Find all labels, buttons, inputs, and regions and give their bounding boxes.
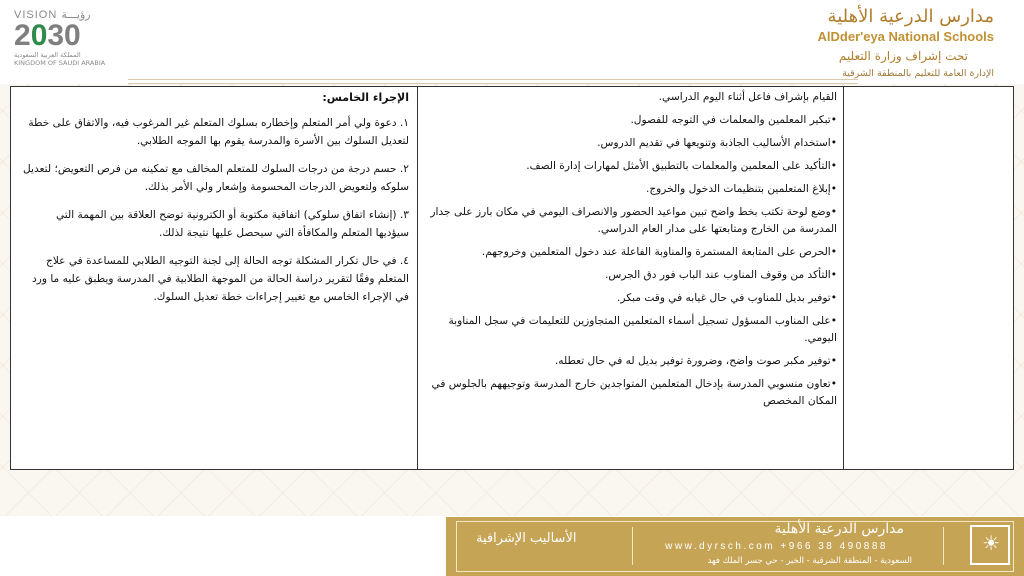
- procedure-step: ٢. حسم درجة من درجات السلوك للمتعلم المخالف مع تمكينه من فرص التعويض؛ لتعديل سلوكه ولتعويض الدرجات المحسومة وإشعار ولي الأمر بذلك.: [23, 163, 409, 193]
- footer-contact: www.dyrsch.com +966 38 490888: [665, 541, 888, 552]
- middle-item: •تبكير المعلمين والمعلمات في التوجه للفصول.: [630, 114, 837, 126]
- vision-label: VISION رؤيـــة: [14, 9, 91, 21]
- vision-subtitle-ar: المملكة العربية السعودية: [14, 51, 81, 59]
- vision-subtitle-en: KINGDOM OF SAUDI ARABIA: [14, 59, 106, 67]
- procedure-step: ٤. في حال تكرار المشكلة توجه الحالة إلى لجنة التوجيه الطلابي للمساعدة في علاج المتعلم وفقًا لتقرير دراسة الحالة من الموجهة الطلابية في المدرسة ويطبق عليه ما ورد في الإجراء الخامس مع تغيير إجراءات خطة تعديل السلوك.: [32, 255, 409, 303]
- header-divider: [128, 79, 858, 80]
- footer-separator: [943, 527, 944, 565]
- ministry-supervision: تحت إشراف وزارة التعليم: [838, 49, 968, 63]
- middle-item: •توفير مكبر صوت واضح، وضرورة توفير بديل له في حال تعطله.: [554, 355, 837, 367]
- school-name-english: AlDder'eya National Schools: [817, 29, 994, 44]
- page-header: [0, 0, 1024, 82]
- footer-section-title: الأساليب الإشرافية: [476, 531, 577, 546]
- middle-item: •توفير بديل للمناوب في حال غيابه في وقت مبكر.: [617, 292, 837, 304]
- school-logo: [954, 521, 1016, 572]
- middle-item: القيام بإشراف فاعل أثناء اليوم الدراسي.: [658, 91, 837, 103]
- procedures-table: [10, 86, 1014, 470]
- procedure-step: ١. دعوة ولي أمر المتعلم وإخطاره بسلوك المتعلم غير المرغوب فيه، والاتفاق على خطة لتعديل السلوك بين الأسرة والمدرسة يقوم بها الموجه الطلابي.: [28, 117, 409, 147]
- procedure-heading: الإجراء الخامس:: [322, 91, 409, 104]
- education-administration: الإدارة العامة للتعليم بالمنطقة الشرقية: [842, 68, 994, 79]
- middle-item: •الحرص على المتابعة المستمرة والمناوبة الفاعلة عند دخول المتعلمين وخروجهم.: [481, 246, 837, 258]
- footer-separator: [632, 527, 633, 565]
- middle-item: •تعاون منسوبي المدرسة بإدخال المتعلمين المتواجدين خارج المدرسة وتوجيههم بالجلوس في المكان المخصص: [431, 378, 837, 407]
- footer-school-name: مدارس الدرعية الأهلية: [774, 521, 904, 537]
- table-column-left: [11, 87, 417, 469]
- footer-address: السعودية - المنطقة الشرقية - الخبر - حي جسر الملك فهد: [707, 556, 912, 566]
- procedure-step: ٣. (إنشاء اتفاق سلوكي) اتفاقية مكتوبة أو الكترونية توضح العلاقة بين المهمة التي سيؤديها المتعلم والمكافأة التي سيحصل عليها نتيجة لذلك.: [55, 209, 409, 239]
- middle-item: •وضع لوحة تكتب بخط واضح تبين مواعيد الحضور والانصراف اليومي في مكان بارز على جدار المدرسة من الخارج ومتابعتها على مدار العام الدراسي.: [430, 206, 837, 235]
- middle-item: •إبلاغ المتعلمين بتنظيمات الدخول والخروج.: [645, 183, 837, 195]
- sun-icon: ☀: [982, 531, 1000, 555]
- middle-item: •التأكد من وقوف المناوب عند الباب فور دق الجرس.: [605, 269, 837, 281]
- middle-item: •على المناوب المسؤول تسجيل أسماء المتعلمين المتجاوزين للتعليمات في سجل المناوبة اليومي.: [448, 315, 837, 344]
- table-column-right: [843, 87, 1013, 469]
- footer-banner: [446, 517, 1024, 576]
- vision-2030-logo: [14, 8, 114, 70]
- vision-year: 2030: [14, 19, 81, 52]
- middle-item: •التأكيد على المعلمين والمعلمات بالتطبيق الأمثل لمهارات إدارة الصف.: [526, 160, 837, 172]
- middle-item: •استخدام الأساليب الجاذبة وتنويعها في تقديم الدروس.: [597, 137, 837, 149]
- table-column-middle: [417, 87, 843, 469]
- school-name-arabic: مدارس الدرعية الأهلية: [827, 6, 994, 27]
